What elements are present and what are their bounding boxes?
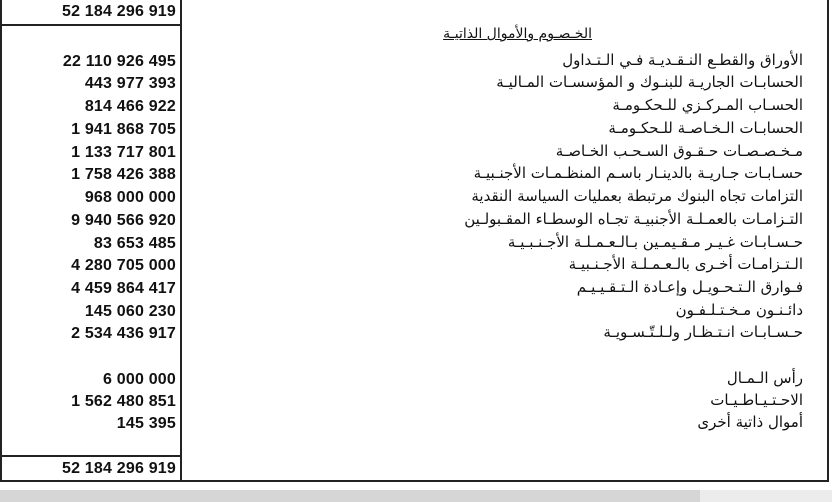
top-total-value: 52 184 296 919 bbox=[61, 3, 176, 20]
row-label: الـتـزامـات أخـرى بالـعـمـلـة الأجـنـبيـة bbox=[568, 255, 803, 273]
row-value: 4 459 864 417 bbox=[71, 280, 176, 297]
row-value: 4 280 705 000 bbox=[71, 257, 176, 274]
row-label: التزامات تجاه البنوك مرتبطة بعمليات السياسة النقدية bbox=[471, 187, 803, 205]
row-value: 9 940 566 920 bbox=[71, 212, 176, 229]
row-label: حـسـابـات غـيـر مـقـيمـين بـالـعـمـلـة الأجـنـبـيـة bbox=[507, 233, 803, 251]
row-label: الحسابـات الجاريـة للبنـوك و المؤسسـات المـاليـة bbox=[496, 73, 803, 91]
row-value: 443 977 393 bbox=[84, 75, 176, 92]
equity-label: رأس الـمـال bbox=[726, 369, 803, 387]
equity-value: 145 395 bbox=[116, 415, 176, 432]
scrollbar-end bbox=[700, 490, 832, 502]
bottom-total-separator bbox=[0, 455, 182, 457]
right-border bbox=[827, 0, 829, 482]
equity-label: الاحـتـيـاطـيـات bbox=[710, 391, 803, 409]
row-value: 1 133 717 801 bbox=[71, 144, 176, 161]
table-bottom-border bbox=[0, 480, 829, 482]
section-heading: الخـصـوم والأموال الذاتيـة bbox=[443, 26, 592, 42]
row-label: حـسـابـات انـتـظـار ولـلـتّـسـويـة bbox=[603, 323, 803, 341]
row-label: دائـنـون مـخـتـلـفـون bbox=[675, 301, 803, 319]
equity-label: أموال ذاتية أخرى bbox=[697, 413, 803, 431]
row-label: التـزامـات بالعمـلـة الأجنبيـة تجـاه الوسطـاء المقـبولـين bbox=[464, 210, 803, 228]
row-value: 968 000 000 bbox=[84, 189, 176, 206]
row-label: الأوراق والقطـع النـقـديـة فـي الـتـداول bbox=[562, 51, 803, 69]
row-value: 1 941 868 705 bbox=[71, 121, 176, 138]
row-label: الحسـاب المـركـزي للـحكـومـة bbox=[612, 96, 803, 114]
row-value: 145 060 230 bbox=[84, 303, 176, 320]
row-label: حسـابـات جـاريـة بالدينـار باسـم المنظـمـات الأجنـبيـة bbox=[473, 164, 803, 182]
equity-value: 1 562 480 851 bbox=[71, 393, 176, 410]
equity-value: 6 000 000 bbox=[103, 371, 176, 388]
top-total-separator bbox=[0, 24, 182, 26]
row-value: 22 110 926 495 bbox=[62, 53, 176, 70]
scrollbar-track[interactable] bbox=[0, 490, 700, 502]
row-value: 814 466 922 bbox=[84, 98, 176, 115]
row-label: مـخـصـصـات حـقـوق السـحـب الخـاصـة bbox=[555, 142, 803, 160]
row-label: الحسابـات الـخـاصـة للـحكـومـة bbox=[608, 119, 803, 137]
row-value: 1 758 426 388 bbox=[71, 166, 176, 183]
row-value: 2 534 436 917 bbox=[71, 325, 176, 342]
row-label: فـوارق الـتـحـويـل وإعـادة الـتـقـيـيـم bbox=[576, 278, 803, 296]
column-divider bbox=[180, 0, 182, 482]
bottom-total-value: 52 184 296 919 bbox=[61, 460, 176, 477]
row-value: 83 653 485 bbox=[93, 235, 176, 252]
left-border bbox=[0, 0, 2, 482]
